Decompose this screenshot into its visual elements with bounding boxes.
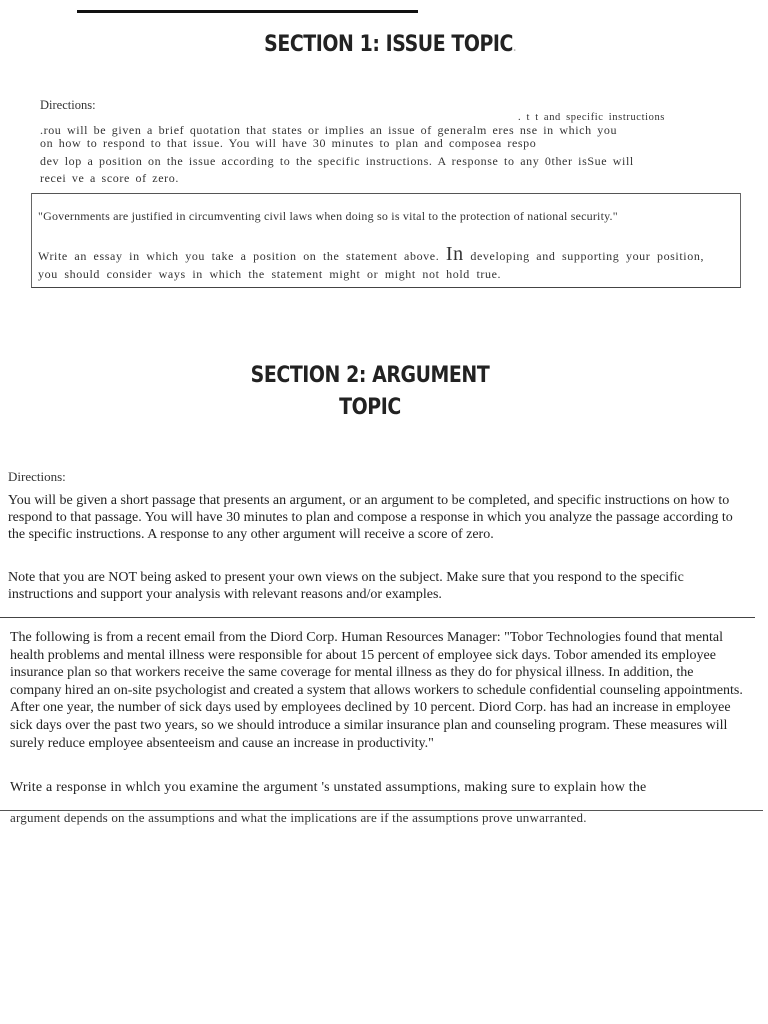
top-rule: [77, 10, 418, 13]
section2-directions-label: Directions:: [8, 469, 66, 484]
directions-line-1: . t t and specific instructions: [518, 112, 665, 123]
issue-prompt-box: [31, 193, 741, 288]
section2-directions-paragraph: You will be given a short passage that presents an argument, or an argument to be completed, and specific instructions on how to respond to that passage. You will have 30 minutes to plan and compose a response in which you analyze the passage according to the specific instructions. A response to any other argument will receive a score of zero.: [8, 493, 733, 542]
section2-heading-line1: SECTION 2: ARGUMENT: [250, 363, 490, 388]
issue-instruction: [38, 243, 728, 283]
directions-line-4: dev lop a position on the issue according to the specific instructions. A response to any 0ther isSue will: [40, 154, 634, 168]
argument-passage: The following is from a recent email from the Diord Corp. Human Resources Manager: "Tobor Technologies found that mental health problems and mental illness were responsible for about 15 percent of employee sick days. Tobor amended its employee insurance plan so that workers receive the same coverage for mental illness as they do for physical illness. In addition, the company hired an on-site psychologist and created a system that allows workers to schedule confidential counseling appointments. After one year, the number of sick days used by employees declined by 10 percent. Diord Corp. has had an increase in employee sick days over the past two years, so we should introduce a similar insurance plan and counseling program. These measures will surely reduce employee absenteeism and cause an increase in productivity.": [10, 630, 743, 751]
prompt-box-top-rule: [32, 193, 740, 194]
section2-heading: [198, 360, 542, 424]
section1-heading: SECTION 1: ISSUE TOPIC.: [264, 32, 516, 57]
heading-stray-mark: .: [512, 43, 516, 54]
issue-instruction-start: Write an essay in which you take a position on the statement above.: [38, 249, 440, 263]
issue-instruction-in: In: [445, 243, 464, 265]
argument-instruction-line1: Write a response in whlch you examine the argument 's unstated assumptions, making sure to explain how the: [10, 780, 647, 795]
section2-note-paragraph: Note that you are NOT being asked to present your own views on the subject. Make sure that you respond to the specific instructions and support your analysis with relevant reasons and/or examples.: [8, 570, 684, 602]
divider-rule: [0, 617, 755, 618]
issue-quote: "Governments are justified in circumventing civil laws when doing so is vital to the protection of national security.": [38, 209, 618, 223]
directions-line-2: .rou will be given a brief quotation that states or implies an issue of generalm eres nse in which you: [40, 123, 618, 137]
directions-line-5: recei ve a score of zero.: [40, 171, 179, 185]
section2-heading-line2: TOPIC: [339, 395, 401, 420]
directions-line-3: on how to respond to that issue. You will have 30 minutes to plan and composea respo: [40, 136, 537, 150]
section1-directions-label: Directions:: [40, 98, 96, 112]
argument-instruction-line2: argument depends on the assumptions and what the implications are if the assumptions prove unwarranted.: [10, 810, 587, 825]
issue-instruction-end: developing and supporting your position, you should consider ways in which the statement might or might not hold true.: [38, 249, 705, 281]
